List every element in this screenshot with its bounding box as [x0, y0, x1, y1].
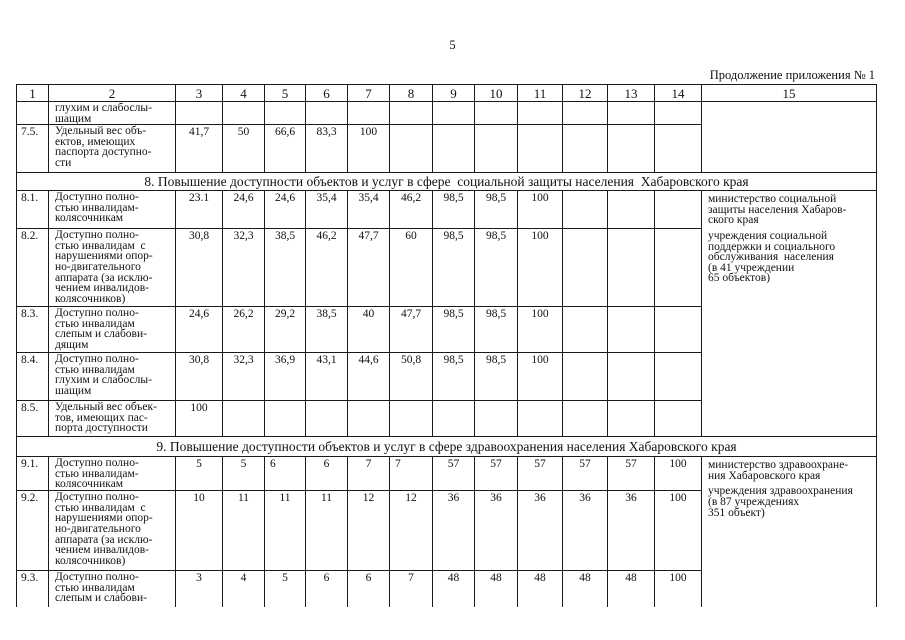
value-cell — [390, 125, 433, 173]
row-number-cell — [17, 102, 49, 125]
responsible-text: министерство здравоохране- ния Хабаровского края — [708, 459, 849, 482]
indicator-cell: Доступно полно- стью инвалидам слепым и слабови- дящим — [49, 307, 176, 353]
value-cell: 46,2 — [306, 229, 348, 307]
table-row — [17, 102, 877, 125]
table-row — [17, 457, 877, 491]
value-cell — [433, 102, 475, 125]
table-body — [17, 102, 877, 608]
value-cell: 48 — [518, 571, 563, 607]
value-cell: 12 — [348, 491, 390, 571]
value-cell: 29,2 — [265, 307, 306, 353]
indicator-cell: Доступно полно- стью инвалидам- колясочникам — [49, 457, 176, 491]
value-cell: 50 — [223, 125, 265, 173]
value-cell: 38,5 — [306, 307, 348, 353]
value-cell: 47,7 — [390, 307, 433, 353]
value-cell: 7 — [390, 457, 433, 491]
section-title: 8. Повышение доступности объектов и услуг в сфере социальной защиты населения Хабаровского края — [17, 173, 877, 191]
value-cell — [475, 102, 518, 125]
value-cell: 36 — [475, 491, 518, 571]
value-cell — [608, 229, 655, 307]
row-number-cell: 9.1. — [17, 457, 49, 491]
value-cell — [563, 353, 608, 401]
value-cell: 48 — [433, 571, 475, 607]
responsible-cell — [702, 457, 877, 607]
column-number-cell: 14 — [655, 85, 702, 102]
row-number-cell: 8.5. — [17, 401, 49, 437]
value-cell: 11 — [306, 491, 348, 571]
table-row — [17, 191, 877, 229]
value-cell — [348, 401, 390, 437]
value-cell: 6 — [306, 457, 348, 491]
continuation-note: Продолжение приложения № 1 — [709, 68, 875, 82]
value-cell: 48 — [608, 571, 655, 607]
value-cell — [655, 102, 702, 125]
value-cell: 98,5 — [475, 307, 518, 353]
column-number-cell: 15 — [702, 85, 877, 102]
value-cell: 12 — [390, 491, 433, 571]
value-cell: 98,5 — [475, 229, 518, 307]
value-cell: 3 — [176, 571, 223, 607]
value-cell: 57 — [608, 457, 655, 491]
value-cell: 98,5 — [433, 307, 475, 353]
value-cell: 24,6 — [223, 191, 265, 229]
value-cell: 5 — [223, 457, 265, 491]
page-number: 5 — [449, 38, 456, 52]
value-cell: 36 — [563, 491, 608, 571]
value-cell: 100 — [518, 353, 563, 401]
indicator-cell: глухим и слабослы- шащим — [49, 102, 176, 125]
value-cell: 32,3 — [223, 353, 265, 401]
indicator-cell: Удельный вес объ- ектов, имеющих паспорта доступно- сти — [49, 125, 176, 173]
value-cell: 24,6 — [176, 307, 223, 353]
row-number-cell: 8.1. — [17, 191, 49, 229]
value-cell: 11 — [265, 491, 306, 571]
value-cell — [608, 191, 655, 229]
value-cell: 36 — [608, 491, 655, 571]
indicator-cell: Удельный вес объек- тов, имеющих пас- порта доступности — [49, 401, 176, 437]
value-cell — [563, 401, 608, 437]
value-cell — [390, 102, 433, 125]
value-cell: 48 — [563, 571, 608, 607]
responsible-text: министерство социальной защиты населения Хабаров- ского края — [708, 193, 847, 227]
value-cell — [518, 125, 563, 173]
value-cell — [433, 125, 475, 173]
row-number-cell: 8.2. — [17, 229, 49, 307]
column-number-cell: 7 — [348, 85, 390, 102]
column-number-cell: 10 — [475, 85, 518, 102]
value-cell: 30,8 — [176, 353, 223, 401]
row-number-cell: 9.3. — [17, 571, 49, 607]
value-cell — [608, 401, 655, 437]
value-cell — [608, 102, 655, 125]
value-cell — [475, 125, 518, 173]
value-cell: 32,3 — [223, 229, 265, 307]
value-cell: 41,7 — [176, 125, 223, 173]
value-cell: 100 — [518, 191, 563, 229]
column-number-cell: 13 — [608, 85, 655, 102]
value-cell — [223, 401, 265, 437]
column-number-cell: 2 — [49, 85, 176, 102]
value-cell — [655, 353, 702, 401]
indicator-cell: Доступно полно- стью инвалидам с нарушениями опор- но-двигательного аппарата (за исклю- чением инвалидов- колясочников) — [49, 229, 176, 307]
table-header — [17, 85, 877, 102]
value-cell: 36 — [433, 491, 475, 571]
responsible-cell — [702, 191, 877, 437]
value-cell: 30,8 — [176, 229, 223, 307]
value-cell: 98,5 — [433, 191, 475, 229]
indicator-cell: Доступно полно- стью инвалидам- колясочникам — [49, 191, 176, 229]
column-number-cell: 5 — [265, 85, 306, 102]
row-number-cell: 9.2. — [17, 491, 49, 571]
value-cell — [655, 229, 702, 307]
value-cell — [390, 401, 433, 437]
row-number-cell: 8.4. — [17, 353, 49, 401]
value-cell — [608, 353, 655, 401]
column-number-cell: 11 — [518, 85, 563, 102]
value-cell — [518, 401, 563, 437]
value-cell: 11 — [223, 491, 265, 571]
value-cell: 44,6 — [348, 353, 390, 401]
value-cell: 100 — [176, 401, 223, 437]
value-cell — [655, 401, 702, 437]
value-cell — [563, 125, 608, 173]
value-cell — [608, 125, 655, 173]
value-cell: 98,5 — [433, 353, 475, 401]
value-cell: 57 — [518, 457, 563, 491]
value-cell: 50,8 — [390, 353, 433, 401]
value-cell — [265, 102, 306, 125]
value-cell: 47,7 — [348, 229, 390, 307]
responsible-cell — [702, 102, 877, 173]
value-cell: 36 — [518, 491, 563, 571]
value-cell: 40 — [348, 307, 390, 353]
value-cell: 100 — [655, 571, 702, 607]
value-cell: 46,2 — [390, 191, 433, 229]
value-cell: 57 — [563, 457, 608, 491]
value-cell: 24,6 — [265, 191, 306, 229]
value-cell — [563, 102, 608, 125]
value-cell: 36,9 — [265, 353, 306, 401]
value-cell — [655, 125, 702, 173]
column-number-cell: 6 — [306, 85, 348, 102]
value-cell: 98,5 — [475, 191, 518, 229]
value-cell: 6 — [306, 571, 348, 607]
column-number-cell: 8 — [390, 85, 433, 102]
value-cell — [475, 401, 518, 437]
value-cell: 35,4 — [348, 191, 390, 229]
indicator-cell: Доступно полно- стью инвалидам с нарушениями опор- но-двигательного аппарата (за исклю- чением инвалидов- колясочников) — [49, 491, 176, 571]
value-cell: 43,1 — [306, 353, 348, 401]
value-cell: 7 — [390, 571, 433, 607]
value-cell: 98,5 — [433, 229, 475, 307]
value-cell — [563, 229, 608, 307]
value-cell: 100 — [348, 125, 390, 173]
column-number-cell: 9 — [433, 85, 475, 102]
value-cell — [518, 102, 563, 125]
value-cell: 57 — [475, 457, 518, 491]
value-cell — [306, 401, 348, 437]
value-cell: 6 — [265, 457, 306, 491]
section-title: 9. Повышение доступности объектов и услуг в сфере здравоохранения населения Хабаровского края — [17, 437, 877, 457]
value-cell — [608, 307, 655, 353]
value-cell — [655, 191, 702, 229]
value-cell: 6 — [348, 571, 390, 607]
value-cell: 5 — [265, 571, 306, 607]
value-cell: 57 — [433, 457, 475, 491]
column-number-cell: 12 — [563, 85, 608, 102]
value-cell: 7 — [348, 457, 390, 491]
value-cell — [348, 102, 390, 125]
value-cell: 48 — [475, 571, 518, 607]
value-cell — [306, 102, 348, 125]
value-cell: 5 — [176, 457, 223, 491]
table-header-row — [17, 85, 877, 102]
column-number-cell: 3 — [176, 85, 223, 102]
value-cell — [265, 401, 306, 437]
value-cell: 26,2 — [223, 307, 265, 353]
indicator-cell: Доступно полно- стью инвалидам слепым и слабови- — [49, 571, 176, 607]
column-number-cell: 1 — [17, 85, 49, 102]
value-cell — [433, 401, 475, 437]
value-cell: 100 — [518, 229, 563, 307]
value-cell: 100 — [655, 457, 702, 491]
value-cell: 83,3 — [306, 125, 348, 173]
value-cell: 38,5 — [265, 229, 306, 307]
value-cell: 60 — [390, 229, 433, 307]
value-cell — [655, 307, 702, 353]
table-container — [16, 84, 878, 607]
row-number-cell: 7.5. — [17, 125, 49, 173]
value-cell: 100 — [655, 491, 702, 571]
value-cell: 4 — [223, 571, 265, 607]
value-cell: 66,6 — [265, 125, 306, 173]
responsible-text: учреждения социальной поддержки и социального обслуживания населения (в 41 учреждении 65 объектов) — [708, 229, 836, 285]
value-cell: 98,5 — [475, 353, 518, 401]
section-title-row — [17, 173, 877, 191]
row-number-cell: 8.3. — [17, 307, 49, 353]
appendix-table — [16, 84, 877, 607]
value-cell — [563, 191, 608, 229]
indicator-cell: Доступно полно- стью инвалидам глухим и слабослы- шащим — [49, 353, 176, 401]
section-title-row — [17, 437, 877, 457]
value-cell — [176, 102, 223, 125]
value-cell: 35,4 — [306, 191, 348, 229]
column-number-cell: 4 — [223, 85, 265, 102]
value-cell: 100 — [518, 307, 563, 353]
value-cell — [223, 102, 265, 125]
value-cell: 23.1 — [176, 191, 223, 229]
value-cell — [563, 307, 608, 353]
responsible-text: учреждения здравоохранения (в 87 учреждениях 351 объект) — [708, 485, 853, 519]
value-cell: 10 — [176, 491, 223, 571]
